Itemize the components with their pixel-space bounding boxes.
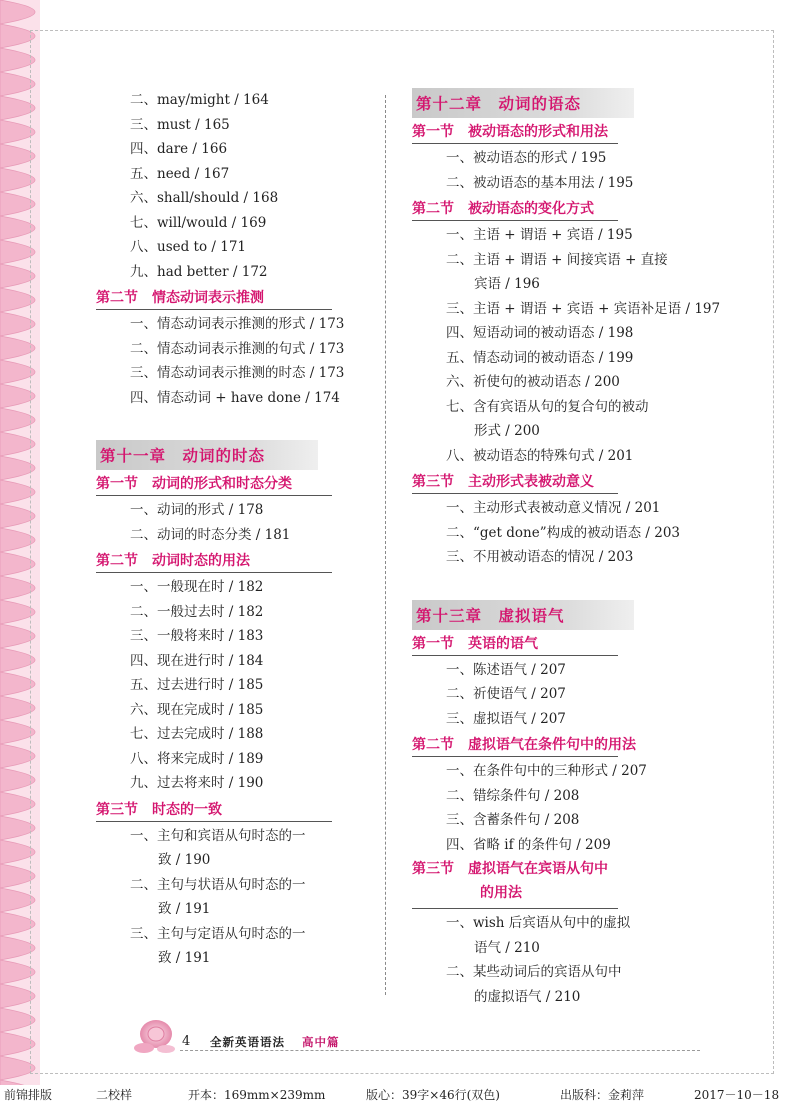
toc-left-column [96, 88, 361, 971]
toc-entry-continuation: 致 / 191 [158, 901, 211, 917]
section-heading: 第二节 动词时态的用法 [96, 547, 332, 573]
chapter-spacer [96, 410, 361, 440]
toc-entry: 九、had better / 172 [130, 263, 268, 280]
toc-entry: 二、祈使语气 / 207 [446, 686, 566, 702]
toc-entry: 二、may/might / 164 [130, 92, 269, 108]
toc-entry: 一、主语 + 谓语 + 宾语 / 195 [446, 227, 633, 243]
toc-entry-line: 二、主语 + 谓语 + 间接宾语 + 直接 [446, 251, 668, 268]
section-heading: 第二节 被动语态的变化方式 [412, 195, 618, 221]
print-stage: 前锦排版 [4, 1088, 53, 1102]
toc-entry-multiline [412, 960, 637, 1009]
toc-entry-line: 一、主句和宾语从句时态的一 [130, 827, 306, 844]
toc-entry: 二、被动语态的基本用法 / 195 [446, 174, 634, 191]
section-heading: 第二节 虚拟语气在条件句中的用法 [412, 731, 618, 757]
toc-entry-continuation: 语气 / 210 [474, 939, 540, 956]
toc-entry: 一、情态动词表示推测的形式 / 173 [130, 316, 345, 332]
toc-entry: 三、不用被动语态的情况 / 203 [446, 549, 634, 565]
toc-entry: 三、含蓄条件句 / 208 [446, 812, 580, 828]
toc-entry: 三、一般将来时 / 183 [130, 628, 264, 644]
toc-entry: 六、shall/should / 168 [130, 190, 279, 206]
section-heading-line: 第三节 虚拟语气在宾语从句中 [412, 861, 608, 877]
toc-entry: 二、一般过去时 / 182 [130, 603, 264, 620]
toc-entry: 四、短语动词的被动语态 / 198 [446, 325, 634, 341]
section-heading [412, 857, 618, 909]
toc-entry-multiline [412, 395, 649, 444]
toc-entry: 四、情态动词 + have done / 174 [130, 389, 340, 406]
toc-entry: 五、情态动词的被动语态 / 199 [446, 349, 634, 366]
toc-entry-line: 三、主句与定语从句时态的一 [130, 925, 306, 942]
toc-entry: 五、need / 167 [130, 165, 230, 182]
toc-entry: 四、省略 if 的条件句 / 209 [446, 836, 611, 853]
toc-entry-multiline [412, 911, 637, 960]
section-heading-continuation: 的用法 [480, 885, 522, 901]
toc-entry: 三、虚拟语气 / 207 [446, 710, 566, 727]
toc-entry: 二、动词的时态分类 / 181 [130, 526, 291, 543]
print-layout: 版心：39字×46行(双色) [366, 1088, 500, 1102]
print-date: 2017－10－18 [694, 1088, 780, 1102]
toc-entry-continuation: 宾语 / 196 [474, 276, 540, 292]
toc-entry: 七、过去完成时 / 188 [130, 726, 264, 742]
toc-entry: 二、“get done”构成的被动语态 / 203 [446, 524, 681, 541]
toc-entry-line: 七、含有宾语从句的复合句的被动 [446, 398, 649, 415]
toc-entry-continuation: 致 / 191 [158, 950, 211, 966]
section-heading: 第一节 英语的语气 [412, 630, 618, 656]
toc-entry-continuation: 形式 / 200 [474, 423, 540, 439]
toc-entry: 二、错综条件句 / 208 [446, 787, 580, 804]
print-format: 开本：169mm×239mm [188, 1088, 326, 1102]
toc-entry: 三、情态动词表示推测的时态 / 173 [130, 365, 345, 381]
toc-entry: 四、现在进行时 / 184 [130, 652, 264, 669]
toc-entry: 八、used to / 171 [130, 239, 246, 255]
toc-entry-line: 二、某些动词后的宾语从句中 [446, 964, 622, 980]
toc-entry: 六、现在完成时 / 185 [130, 701, 264, 718]
section-heading: 第一节 动词的形式和时态分类 [96, 470, 332, 496]
toc-entry: 三、must / 165 [130, 116, 230, 133]
toc-entry: 一、在条件句中的三种形式 / 207 [446, 763, 647, 779]
chapter-heading: 第十一章 动词的时态 [96, 440, 318, 470]
chapter-heading: 第十二章 动词的语态 [412, 88, 634, 118]
toc-right-column [412, 88, 721, 1009]
toc-entry-multiline [96, 873, 361, 922]
section-heading: 第一节 被动语态的形式和用法 [412, 118, 618, 144]
volume-title: 高中篇 [302, 1035, 340, 1049]
book-title: 全新英语语法 [210, 1035, 285, 1049]
toc-entry-multiline [96, 824, 361, 873]
toc-entry: 一、主动形式表被动意义情况 / 201 [446, 500, 661, 516]
toc-entry-line: 一、wish 后宾语从句中的虚拟 [446, 915, 631, 931]
toc-entry-multiline [412, 248, 668, 297]
toc-entry-multiline [96, 922, 361, 971]
toc-entry: 五、过去进行时 / 185 [130, 677, 264, 693]
toc-entry: 二、情态动词表示推测的句式 / 173 [130, 340, 345, 357]
chapter-spacer [412, 570, 637, 600]
section-heading: 第三节 时态的一致 [96, 796, 332, 822]
toc-entry: 四、dare / 166 [130, 141, 228, 157]
toc-entry: 三、主语 + 谓语 + 宾语 + 宾语补足语 / 197 [446, 300, 721, 317]
toc-entry: 九、过去将来时 / 190 [130, 775, 264, 791]
flower-ornament-icon [132, 1016, 178, 1056]
toc-entry-continuation: 致 / 190 [158, 852, 211, 868]
toc-entry: 一、一般现在时 / 182 [130, 579, 264, 595]
print-editor: 出版科：金莉萍 [560, 1088, 645, 1102]
toc-entry: 一、动词的形式 / 178 [130, 502, 264, 518]
section-heading: 第三节 主动形式表被动意义 [412, 468, 618, 494]
toc-entry: 八、被动语态的特殊句式 / 201 [446, 447, 634, 464]
print-proof: 二校样 [96, 1088, 133, 1102]
toc-entry: 八、将来完成时 / 189 [130, 750, 264, 767]
toc-entry-continuation: 的虚拟语气 / 210 [474, 988, 581, 1005]
footer-rule [180, 1050, 700, 1051]
toc-entry: 七、will/would / 169 [130, 214, 267, 231]
toc-entry: 一、被动语态的形式 / 195 [446, 150, 607, 166]
column-divider [385, 95, 386, 995]
toc-entry: 六、祈使句的被动语态 / 200 [446, 374, 620, 390]
toc-entry-line: 二、主句与状语从句时态的一 [130, 876, 306, 893]
chapter-heading: 第十三章 虚拟语气 [412, 600, 634, 630]
section-heading: 第二节 情态动词表示推测 [96, 284, 332, 310]
toc-entry: 一、陈述语气 / 207 [446, 661, 566, 678]
page-number: 4 [182, 1034, 191, 1049]
page-footer [0, 1028, 800, 1058]
print-info-bar [0, 1086, 800, 1104]
